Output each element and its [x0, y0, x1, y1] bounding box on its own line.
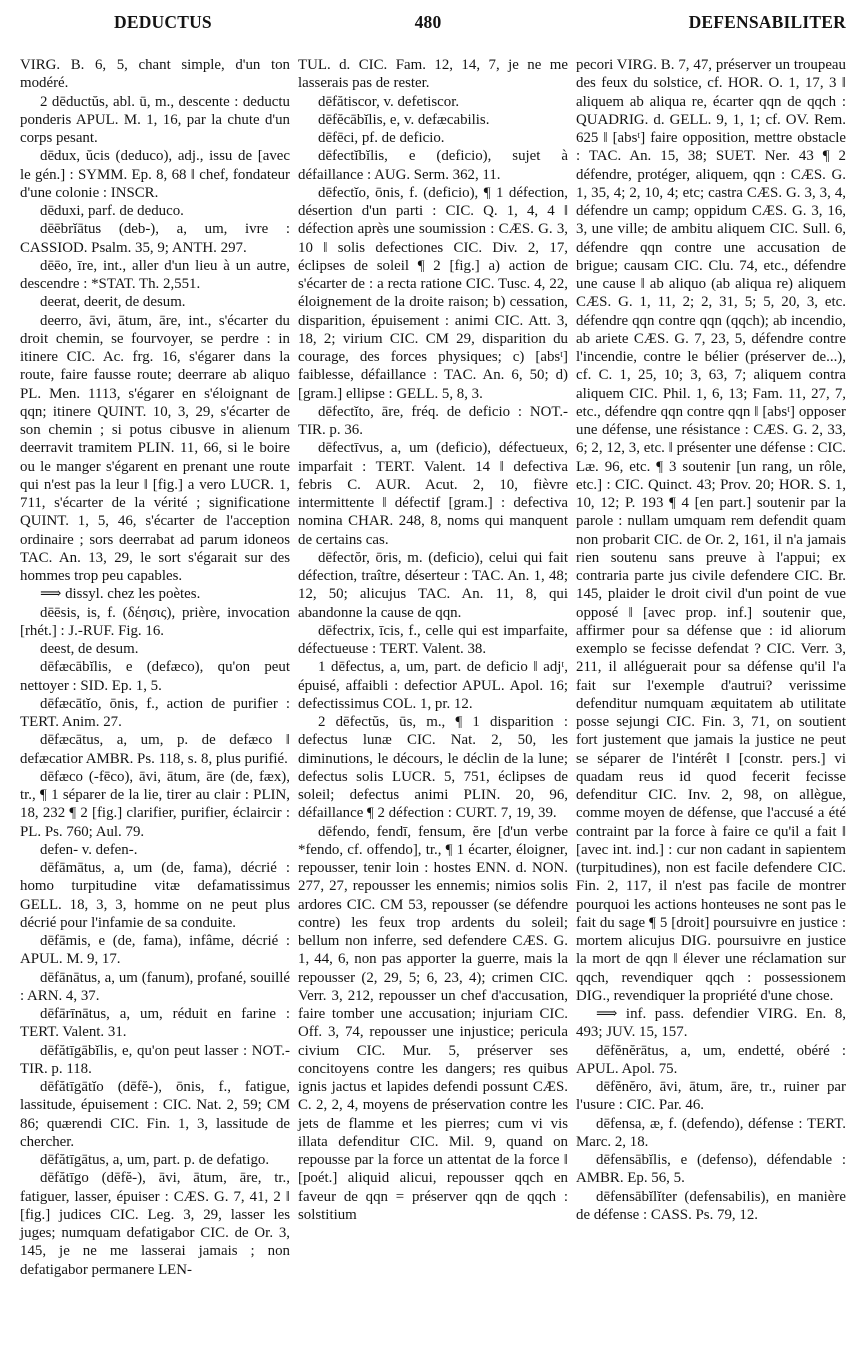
- dictionary-entry: dēfectrix, īcis, f., celle qui est imparfaite, défectueuse : TERT. Valent. 38.: [298, 622, 568, 657]
- page-header: [20, 12, 846, 42]
- dictionary-entry: dēdux, ŭcis (deduco), adj., issu de [avec le gén.] : SYMM. Ep. 8, 68 ‖ chef, fondateur d'une colonie : INSCR.: [20, 148, 290, 201]
- header-first-entry: DEDUCTUS: [114, 12, 212, 32]
- dictionary-entry: dēfectīvus, a, um (deficio), défectueux, imparfait : TERT. Valent. 14 ‖ defectiva febris C. AUR. Acut. 2, 10, fièvre intermittente ‖ défectif [gram.] : defectiva nomina CHAR. 248, 8, noms qui manquent de certains cas.: [298, 440, 568, 548]
- dictionary-entry: deest, de desum.: [40, 641, 139, 657]
- dictionary-entry: dēfĕnĕro, āvi, ātum, āre, tr., ruiner par l'usure : CIC. Par. 46.: [576, 1079, 846, 1114]
- dictionary-entry: dēfătīgābĭlis, e, qu'on peut lasser : NOT.-TIR. p. 118.: [20, 1042, 290, 1077]
- header-last-entry: DEFENSABILITER: [688, 12, 846, 32]
- dictionary-entry: dēfæcābĭlis, e (defæco), qu'on peut nettoyer : SID. Ep. 1, 5.: [20, 659, 290, 694]
- dictionary-entry: dēfæco (-fēco), āvi, ātum, āre (de, fæx), tr., ¶ 1 séparer de la lie, tirer au clair : PLIN, 18, 232 ¶ 2 [fig.] clarifier, purifier, éclaircir : PL. Ps. 760; Aul. 79.: [20, 768, 290, 840]
- column-right: [576, 56, 846, 1279]
- dictionary-entry: dēfĕcābĭlis, e, v. defæcabilis.: [318, 111, 490, 128]
- dictionary-entry: deerro, āvi, ātum, āre, int., s'écarter du droit chemin, se fourvoyer, se perdre : in itinere CIC. Ac. frg. 16, s'égarer dans la route, faire fausse route; deerrare ab aliquo PL. Men. 1113, s'égarer en s'éloignant de qqn; itinere QUINT. 10, 3, 29, s'écarter de son chemin ; si potus cibusve in alienum deerravit tramitem PLIN. 11, 66, si le boire ou le manger s'égarent en prenant une route qui n'est pas la leur ‖ [fig.] a vero LUCR. 1, 711, s'écarter de la vérité ; significatione QUINT. 1, 5, 46, s'écarter de l'acception ordinaire ; sors deerrabat ad parum idoneos TAC. An. 13, 29, le sort s'égarait sur des hommes trop peu capables.: [20, 312, 290, 584]
- dictionary-entry: dēfæcātĭo, ōnis, f., action de purifier : TERT. Anim. 27.: [20, 695, 290, 730]
- dictionary-entry: dēfĕnĕrātus, a, um, endetté, obéré : APUL. Apol. 75.: [576, 1042, 846, 1077]
- dictionary-entry: dēfătiscor, v. defetiscor.: [318, 93, 460, 110]
- dictionary-entry: dēfensābĭlĭter (defensabilis), en manière de défense : CASS. Ps. 79, 12.: [576, 1188, 846, 1223]
- dictionary-entry: 1 dēfectus, a, um, part. de deficio ‖ adjᵗ, épuisé, affaibli : defectior APUL. Apol. 16; defectissimus COL. 1, pr. 12.: [298, 659, 568, 712]
- dictionary-entry: dēēsis, is, f. (δέησις), prière, invocation [rhét.] : J.-RUF. Fig. 16.: [20, 604, 290, 639]
- dictionary-entry: ⟹ dissyl. chez les poètes.: [40, 586, 201, 603]
- dictionary-entry: ⟹ inf. pass. defendier VIRG. En. 8, 493; JUV. 15, 157.: [576, 1006, 846, 1041]
- dictionary-entry: dēfectĭto, āre, fréq. de deficio : NOT.-TIR. p. 36.: [298, 403, 568, 438]
- text-columns: [20, 56, 846, 1279]
- dictionary-entry: dēduxi, parf. de deduco.: [40, 203, 184, 219]
- dictionary-entry: dēfătīgātus, a, um, part. p. de defatigo.: [40, 1152, 270, 1168]
- dictionary-entry: dēfătīgo (dēfĕ-), āvi, ātum, āre, tr., fatiguer, lasser, épuiser : CÆS. G. 7, 41, 2 ‖ [fig.] judices CIC. Leg. 3, 29, lasser les juges; numquam defatigabor CIC. de Or. 3, 145, je ne me lasserai jamais ; non defatigabor permanere LEN-: [20, 1170, 290, 1278]
- dictionary-entry: dēfectĭbĭlis, e (deficio), sujet à défaillance : AUG. Serm. 362, 11.: [298, 148, 568, 183]
- dictionary-entry: 2 dēfectŭs, ūs, m., ¶ 1 disparition : defectus lunæ CIC. Nat. 2, 50, les diminutions, le décours, le déclin de la lune; defectus solis LUCR. 5, 751, éclipses de soleil; defectus animi PLIN. 20, 96, défaillance ¶ 2 défection : CURT. 7, 19, 39.: [298, 714, 568, 822]
- dictionary-entry: dēfensa, æ, f. (defendo), défense : TERT. Marc. 2, 18.: [576, 1115, 846, 1150]
- dictionary-entry: dēfāmis, e (de, fama), infâme, décrié : APUL. M. 9, 17.: [20, 933, 290, 968]
- dictionary-entry: dēfectŏr, ōris, m. (deficio), celui qui fait défection, traître, déserteur : TAC. An. 1, 48; 12, 50; alicujus TAC. An. 11, 8, qui abandonne la cause de qqn.: [298, 549, 568, 621]
- dictionary-entry: dēfēci, pf. de deficio.: [318, 130, 445, 146]
- dictionary-entry: dēfæcātus, a, um, p. de defæco ‖ defæcatior AMBR. Ps. 118, s. 8, plus purifié.: [20, 732, 290, 767]
- dictionary-entry: pecori VIRG. B. 7, 47, préserver un troupeau des feux du solstice, cf. HOR. O. 1, 17, 3 ‖ aliquem ab aliqua re, écarter qqn de qqch : QUADRIG. d. GELL. 9, 1, 1; cf. OV. Rem. 625 ‖ [absᵗ] faire opposition, mettre obstacle : TAC. An. 15, 38; SUET. Ner. 43 ¶ 2 défendre, protéger, aliquem, qqn : CÆS. G. 1, 35, 4; 2, 10, 4; etc; castra CÆS. G. 3, 3, 4, défendre un camp; oppidum CÆS. G. 3, 16, 3, une ville; de ambitu aliquem CIC. Sull. 6, défendre qqn contre une accusation de brigue; causam CIC. Clu. 74, etc., défendre une cause ‖ ab aliquo (ab aliqua re) aliquem CÆS. G. 1, 11, 2; 2, 31, 5; 5, 20, 3, etc. défendre qqn contre qqn (qqch); ab incendio, ab ariete CÆS. G. 7, 23, 5, défendre contre l'incendie, contre le bélier (préserver de...), cf. C. 1, 25, 10; 3, 63, 7; aliquem contra aliquem CIC. Phil. 1, 6, 13; Fam. 11, 27, 7, etc., défendre qqn contre qqn ‖ [absᵗ] opposer une défense, une résistance : CÆS. G. 2, 33, 6; 2, 12, 3, etc. ‖ présenter une défense : CIC. Læ. 96, etc. ¶ 3 soutenir [un rang, un rôle, etc.] : CIC. Quinct. 43; Prov. 20; HOR. S. 1, 10, 12; P. 193 ¶ 4 [en part.] soutenir par la parole : nullam umquam rem defendit quam non probarit CIC. de Or. 2, 161, il n'a jamais rien soutenu sans preuve à l'appui; ex contraria parte jus civile defendere CIC. Br. 145, plaider le droit civil d'un point de vue opposé ‖ [avec prop. inf.] soutenir que, affirmer pour sa défense que : id aliorum exemplo se fecisse defendat ? CIC. Verr. 3, 211, il alléguerait pour sa défense qu'il l'a fait sur l'exemple d'autrui? verissime defenditur numquam æquitatem ab utilitate posse sejungi CIC. Fin. 3, 71, on soutient fort justement que jamais la justice ne peut se séparer de l'intérêt ‖ [constr. pers.] vi quadam reus id quod fecerit fecisse defenditur CIC. Inv. 2, 98, on allègue, comme moyen de défense, que l'accusé a été contraint par la force à faire ce qu'il a fait ‖ [avec int. ind.] : cur non cadant in sapientem (turpitudines), non est facile defendere CIC. Fin. 2, 117, il n'est pas facile de montrer pourquoi les actions honteuses ne sont pas le fait du sage ¶ 5 [droit] poursuivre en justice : mortem alicujus DIG. poursuivre en justice la mort de qqn ‖ élever une réclamation sur qqch, revendiquer qqch : possessionem DIG., revendiquer la propriété d'une chose.: [576, 57, 846, 1004]
- dictionary-entry: dēfectĭo, ōnis, f. (deficio), ¶ 1 défection, désertion d'un parti : CIC. Q. 1, 4, 4 ‖ défection après une soumission : CÆS. G. 3, 10 ‖ solis defectiones CIC. Div. 2, 17, éclipses de soleil ¶ 2 [fig.] a) action de s'écarter de : a recta ratione CIC. Tusc. 4, 22, éloignement de la droite raison; b) cessation, disparition, épuisement : animi CIC. Att. 3, 18, 2; virium CIC. CM 29, disparition du courage, des forces physiques; c) [absᵗ] faiblesse, défaillance : TAC. An. 6, 50; d) [gram.] ellipse : GELL. 5, 8, 3.: [298, 184, 568, 402]
- column-middle: [298, 56, 568, 1279]
- dictionary-entry: dēfāmātus, a, um (de, fama), décrié : homo turpitudine vitæ defamatissimus GELL. 18, 3, 3, homme on ne peut plus décrié pour l'infamie de sa conduite.: [20, 860, 290, 931]
- dictionary-entry: 2 dēductŭs, abl. ū, m., descente : deductu ponderis APUL. M. 1, 16, par la chute d'un corps pesant.: [20, 93, 290, 146]
- dictionary-entry: dēfensābĭlis, e (defenso), défendable : AMBR. Ep. 56, 5.: [576, 1152, 846, 1187]
- dictionary-entry: dēfārīnātus, a, um, réduit en farine : TERT. Valent. 31.: [20, 1006, 290, 1041]
- dictionary-entry: dēfendo, fendī, fensum, ĕre [d'un verbe *fendo, cf. offendo], tr., ¶ 1 écarter, éloigner, repousser, tenir loin : hostes ENN. d. NON. 277, 27, repousser les ennemis; nimios solis ardores CIC. CM 53, repousser (se défendre contre) les feux trop ardents du soleil; bellum non inferre, sed defendere CÆS. G. 1, 44, 6, non pas apporter la guerre, mais la repousser (2, 29, 5; 6, 23, 4); crimen CIC. Verr. 3, 212, repousser un chef d'accusation, faire tomber une accusation; injuriam CIC. Off. 3, 74, repousser une injustice; pericula civium CIC. Mur. 5, préserver ses concitoyens contre les dangers; res quibus ignis jactus et lapides defendi possunt CÆS. C. 2, 2, 4, moyens de préservation contre les jets de flamme et les pierres; cum vi vis illata defenditur CIC. Mil. 9, quand on repousse par la force un attentat de la force ‖ [poét.] aliquid alicui, repousser qqch en faveur de qqn = préserver qqn de qqch : solstitium: [298, 823, 568, 1223]
- dictionary-entry: TUL. d. CIC. Fam. 12, 14, 7, je ne me lasserais pas de rester.: [298, 57, 568, 92]
- dictionary-entry: dēfānātus, a, um (fanum), profané, souillé : ARN. 4, 37.: [20, 969, 290, 1004]
- dictionary-entry: defen- v. defen-.: [40, 841, 138, 858]
- dictionary-entry: dēfătīgātĭo (dēfĕ-), ōnis, f., fatigue, lassitude, épuisement : CIC. Nat. 2, 59; CM 86; quærendi CIC. Fin. 1, 3, lassitude de chercher.: [20, 1079, 290, 1150]
- page-number: 480: [414, 12, 442, 32]
- column-left: [20, 56, 290, 1279]
- dictionary-entry: dēēo, īre, int., aller d'un lieu à un autre, descendre : *STAT. Th. 2,551.: [20, 257, 290, 292]
- dictionary-entry: dēēbrĭātus (deb-), a, um, ivre : CASSIOD. Psalm. 35, 9; ANTH. 297.: [20, 221, 290, 256]
- dictionary-entry: deerat, deerit, de desum.: [40, 294, 186, 311]
- dictionary-entry: VIRG. B. 6, 5, chant simple, d'un ton modéré.: [20, 57, 290, 92]
